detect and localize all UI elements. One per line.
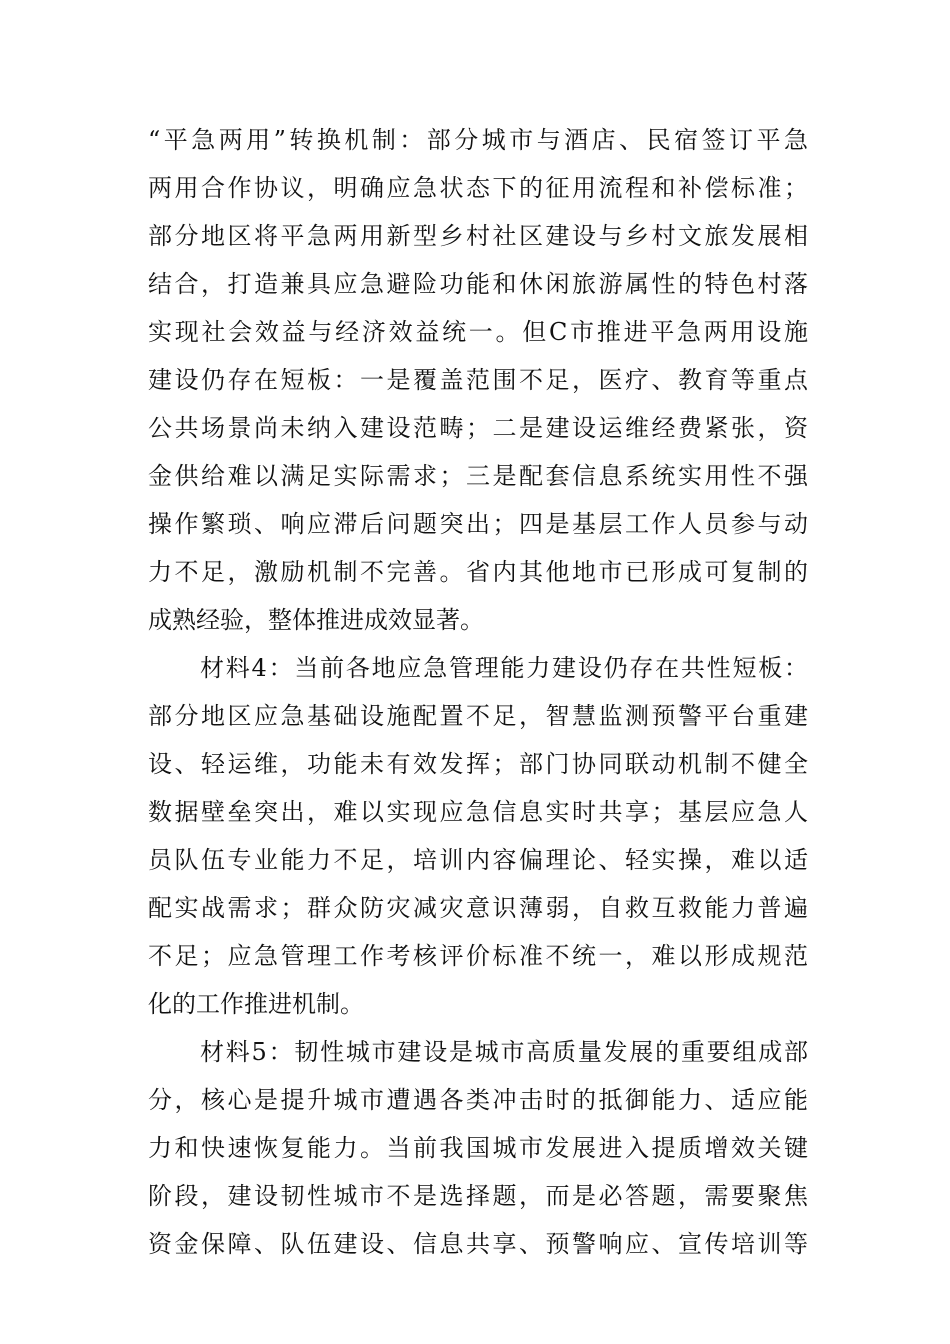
text-line: 数据壁垒突出，难以实现应急信息实时共享；基层应急人 — [148, 798, 808, 826]
text-line: 两用合作协议，明确应急状态下的征用流程和补偿标准； — [148, 174, 808, 202]
text-line: 设、轻运维，功能未有效发挥；部门协同联动机制不健全 — [148, 750, 808, 778]
paragraph-start-line: 材料4：当前各地应急管理能力建设仍存在共性短板： — [200, 654, 808, 682]
text-line: 成熟经验，整体推进成效显著。 — [148, 606, 484, 634]
text-line: 资金保障、队伍建设、信息共享、预警响应、宣传培训等 — [148, 1230, 808, 1258]
text-line: 结合，打造兼具应急避险功能和休闲旅游属性的特色村落 — [148, 270, 808, 298]
text-line: 分，核心是提升城市遭遇各类冲击时的抵御能力、适应能 — [148, 1086, 808, 1114]
text-line: 不足；应急管理工作考核评价标准不统一，难以形成规范 — [148, 942, 808, 970]
text-line: 部分地区将平急两用新型乡村社区建设与乡村文旅发展相 — [148, 222, 808, 250]
text-line: 力不足，激励机制不完善。省内其他地市已形成可复制的 — [148, 558, 808, 586]
paragraph-start-line: 材料5：韧性城市建设是城市高质量发展的重要组成部 — [200, 1038, 808, 1066]
text-line: “平急两用”转换机制：部分城市与酒店、民宿签订平急 — [148, 126, 808, 154]
text-line: 化的工作推进机制。 — [148, 990, 364, 1018]
text-line: 配实战需求；群众防灾减灾意识薄弱，自救互救能力普遍 — [148, 894, 808, 922]
text-line: 员队伍专业能力不足，培训内容偏理论、轻实操，难以适 — [148, 846, 808, 874]
text-line: 建设仍存在短板：一是覆盖范围不足，医疗、教育等重点 — [148, 366, 808, 394]
text-line: 部分地区应急基础设施配置不足，智慧监测预警平台重建 — [148, 702, 808, 730]
text-line: 阶段，建设韧性城市不是选择题，而是必答题，需要聚焦 — [148, 1182, 808, 1210]
text-line: 金供给难以满足实际需求；三是配套信息系统实用性不强 — [148, 462, 808, 490]
text-line: 实现社会效益与经济效益统一。但C市推进平急两用设施 — [148, 318, 808, 346]
text-line: 操作繁琐、响应滞后问题突出；四是基层工作人员参与动 — [148, 510, 808, 538]
text-line: 公共场景尚未纳入建设范畴；二是建设运维经费紧张，资 — [148, 414, 808, 442]
text-line: 力和快速恢复能力。当前我国城市发展进入提质增效关键 — [148, 1134, 808, 1162]
